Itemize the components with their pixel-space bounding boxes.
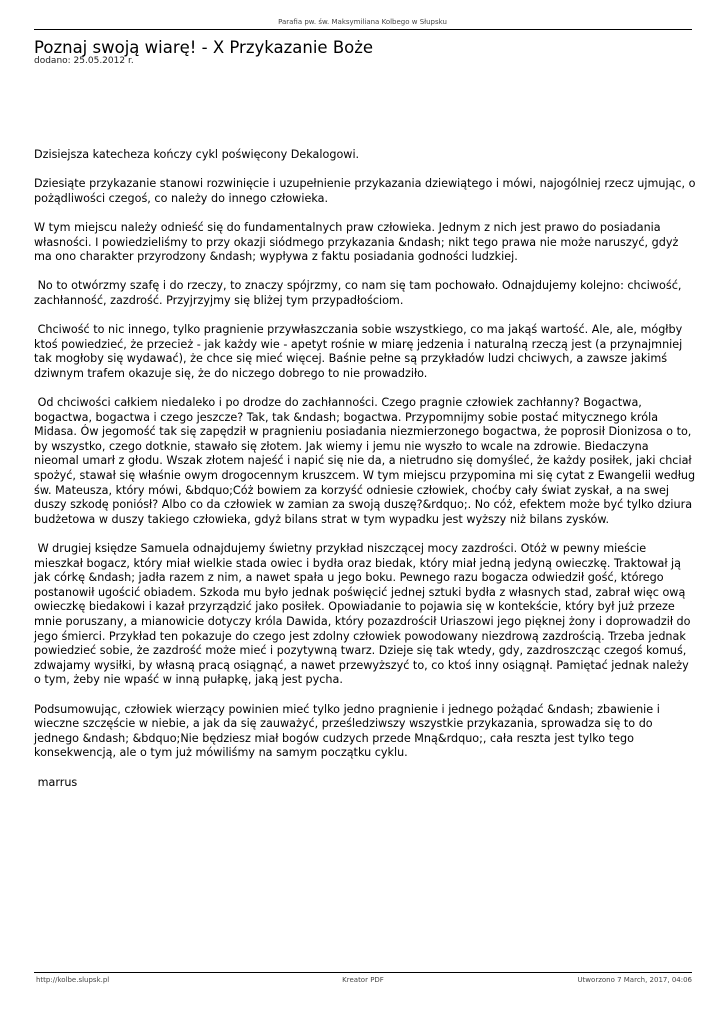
article-body — [34, 148, 700, 805]
paragraph: Dzisiejsza katecheza kończy cykl poświęcony Dekalogowi. — [34, 148, 360, 161]
paragraph: Podsumowując, człowiek wierzący powinien mieć tylko jedno pragnienie i jednego pożądać &ndash; zbawienie i wieczne szczęście w niebie, a jak da się zauważyć, prześledziwszy wszystkie przykazania, sprowadza się to do jednego &ndash; &bdquo;Nie będziesz miał bogów cudzych przede Mną&rdquo;, cała reszta jest tylko tego konsekwencją, ale o tym już mówiliśmy na samym początku cyklu. — [34, 702, 664, 760]
paragraph: No to otwórzmy szafę i do rzeczy, to znaczy spójrzmy, co nam się tam pochowało. Odnajdujemy kolejno: chciwość, zachłanność, zazdrość. Przyjrzyjmy się bliżej tym przypadłościom. — [34, 279, 685, 307]
site-title: Parafia pw. św. Maksymiliana Kolbego w Słupsku — [278, 18, 447, 26]
paragraph: Dziesiąte przykazanie stanowi rozwinięcie i uzupełnienie przykazania dziewiątego i mówi, najogólniej rzecz ujmując, o pożądliwości czegoś, co należy do innego człowieka. — [34, 177, 700, 205]
footer-created-date: Utworzono 7 March, 2017, 04:06 — [577, 976, 692, 984]
paragraph: Od chciwości całkiem niedaleko i po drodze do zachłanności. Czego pragnie człowiek zachłanny? Bogactwa, bogactwa, bogactwa i czego jeszcze? Tak, tak &ndash; bogactwa. Przypomnijmy sobie postać mitycznego króla Midasa. Ów jegomość tak się zapędził w pragnieniu posiadania niezmierzonego bogactwa, że poprosił Dionizosa o to, by wszystko, czego dotknie, stawało się złotem. Jak wiemy i jemu nie wyszło to wcale na zdrowie. Biedaczyna nieomal umarł z głodu. Wszak złotem najeść i napić się nie da, a nietrudno się domyśleć, że każdy posiłek, jaki chciał spożyć, stawał się właśnie owym drogocennym kruszcem. W tym miejscu przypomina mi się cytat z Ewangelii według św. Mateusza, który mówi, &bdquo;Cóż bowiem za korzyść odniesie człowiek, choćby cały świat zyskał, a na swej duszy szkodę poniósł? Albo co da człowiek w zamian za swoją duszę?&rdquo;. No cóż, efektem może być tylko dziura budżetowa w duszy takiego człowieka, gdyż bilans strat w tym wypadku jest wyższy niż bilans zysków. — [34, 396, 699, 526]
author-signature: marrus — [34, 775, 78, 789]
footer-url[interactable]: http://kolbe.slupsk.pl — [36, 976, 110, 984]
paragraph: W drugiej księdze Samuela odnajdujemy świetny przykład niszczącej mocy zazdrości. Otóż w pewny mieście mieszkał bogacz, który miał wielkie stada owiec i bydła oraz biedak, który miał jedną jedyną owieczkę. Traktował ją jak córkę &ndash; jadła razem z nim, a nawet spała u jego boku. Pewnego razu bogacza odwiedził gość, którego postanowił ugościć obiadem. Szkoda mu było jednak poświęcić jednej sztuki bydła z własnych stad, zabrał więc ową owieczkę biedakowi i kazał przyrządzić jako posiłek. Opowiadanie to pojawia się w kontekście, który był już przeze mnie poruszany, a mianowicie dotyczy króla Dawida, który pozazdrościł Uriaszowi jego pięknej żony i doprowadził do jego śmierci. Przykład ten pokazuje do czego jest zdolny człowiek powodowany niezdrową zazdrością. Trzeba jednak powiedzieć sobie, że zazdrość może mieć i pozytywną twarz. Dzieje się tak wtedy, gdy, zazdroszcząc czegoś komuś, zdwajamy wysiłki, by własną pracą osiągnąć, a nawet przewyższyć to, co ktoś inny osiągnął. Pamiętać jednak należy o tym, żeby nie wpaść w inną pułapkę, jaką jest pycha. — [34, 542, 695, 687]
article-date: dodano: 25.05.2012 r. — [34, 56, 134, 66]
header-divider — [34, 29, 692, 30]
footer-generator: Kreator PDF — [342, 976, 384, 984]
paragraph: W tym miejscu należy odnieść się do fundamentalnych praw człowieka. Jednym z nich jest prawo do posiadania własności. I powiedzieliśmy to przy okazji siódmego przykazania &ndash; nikt tego prawa nie może naruszyć, gdyż ma ono charakter przyrodzony &ndash; wypływa z faktu posiadania godności ludzkiej. — [34, 220, 682, 264]
paragraph: Chciwość to nic innego, tylko pragnienie przywłaszczania sobie wszystkiego, co ma jakąś wartość. Ale, ale, mógłby ktoś powiedzieć, że przecież - jak każdy wie - apetyt rośnie w miarę jedzenia i naturalną rzeczą jest (a przynajmniej tak mogłoby się wydawać), że chce się mieć więcej. Baśnie pełne są przykładów ludzi chciwych, a zawsze jakimś dziwnym trafem okazuje się, że do niczego dobrego to nie prowadziło. — [34, 323, 686, 380]
footer-divider — [34, 972, 692, 973]
article-title: Poznaj swoją wiarę! - X Przykazanie Boże — [34, 38, 374, 57]
